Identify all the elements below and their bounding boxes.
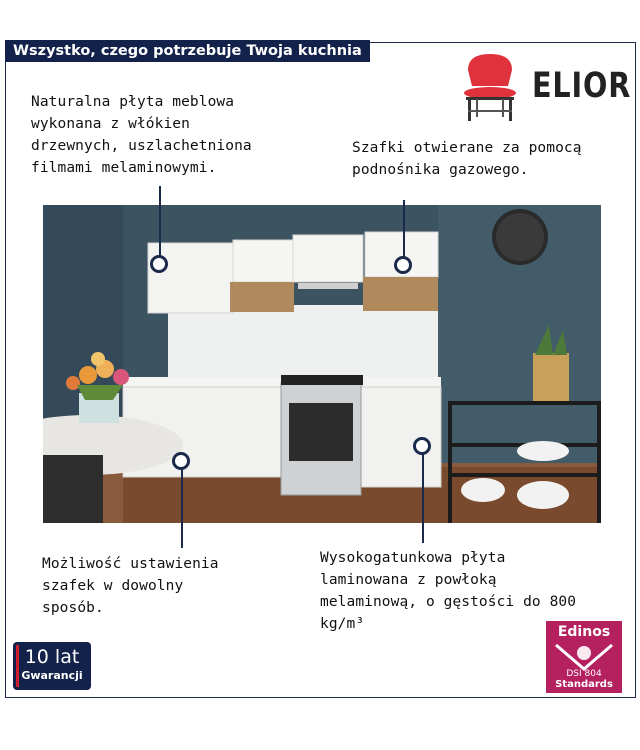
checkmark-icon: [546, 641, 622, 671]
note-gas-lift: [352, 137, 582, 181]
leader-line: [159, 186, 161, 262]
warranty-badge: [13, 642, 91, 690]
note-line: drzewnych, uszlachetniona: [31, 138, 252, 154]
certificate-name: Edinos: [557, 624, 611, 640]
certificate-label: Standards: [555, 679, 613, 690]
note-line: Szafki otwierane za pomocą: [352, 140, 582, 156]
brand-name: ELIOR: [532, 66, 632, 106]
hotspot-dot: [150, 255, 168, 273]
note-material: [31, 91, 252, 179]
note-line: wykonana z włókien: [31, 116, 190, 132]
certificate-badge: [546, 621, 622, 693]
warranty-value: 10 lat: [24, 646, 80, 668]
leader-line: [181, 460, 183, 548]
leader-line: [403, 200, 405, 262]
note-line: melaminową, o gęstości do 800: [320, 594, 577, 610]
certificate-code: DSI 804: [566, 669, 602, 679]
note-line: filmami melaminowymi.: [31, 160, 217, 176]
note-line: Wysokogatunkowa płyta: [320, 550, 506, 566]
note-laminate: [320, 547, 576, 635]
kitchen-photo: [43, 205, 601, 523]
note-line: laminowana z powłoką: [320, 572, 497, 588]
leader-line: [422, 445, 424, 543]
hotspot-dot: [413, 437, 431, 455]
page-title: Wszystko, czego potrzebuje Twoja kuchnia: [5, 40, 370, 62]
note-line: Możliwość ustawienia: [42, 556, 219, 572]
note-line: szafek w dowolny: [42, 578, 184, 594]
hotspot-dot: [172, 452, 190, 470]
badge-stripe: [16, 645, 19, 687]
note-line: kg/m³: [320, 616, 365, 632]
note-arrangement: [42, 553, 219, 619]
note-line: Naturalna płyta meblowa: [31, 94, 235, 110]
note-line: podnośnika gazowego.: [352, 162, 529, 178]
note-line: sposób.: [42, 600, 104, 616]
warranty-label: Gwarancji: [21, 669, 83, 682]
hotspot-dot: [394, 256, 412, 274]
